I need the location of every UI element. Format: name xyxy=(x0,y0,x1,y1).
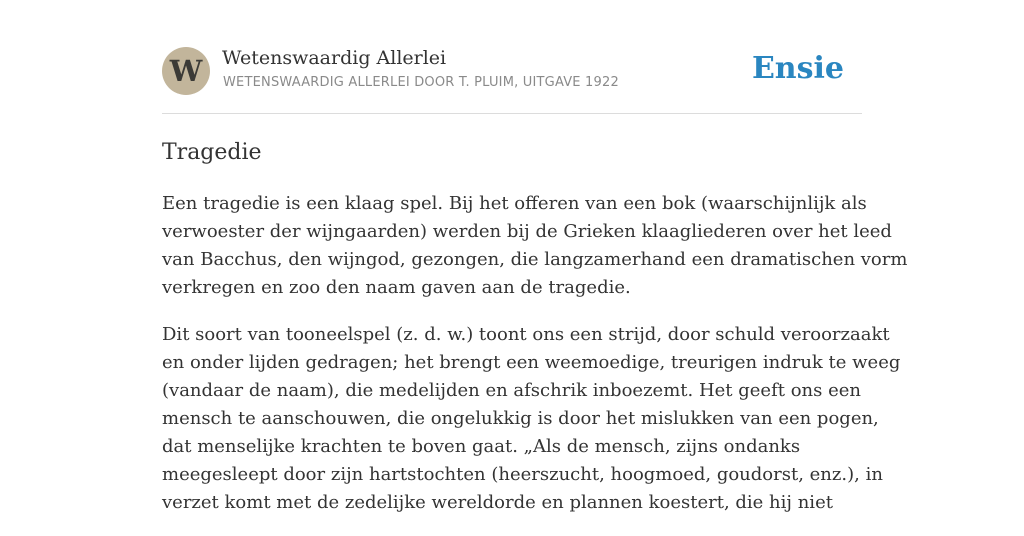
source-avatar[interactable]: W xyxy=(162,47,210,95)
entry-title: Tragedie xyxy=(162,140,262,165)
text-line: Een tragedie is een klaag spel. Bij het offeren van een bok (waarschijnlijk als xyxy=(162,193,867,214)
text-line: verkregen en zoo den naam gaven aan de tragedie. xyxy=(162,277,631,298)
source-title[interactable]: Wetenswaardig Allerlei xyxy=(222,47,447,69)
text-line: verzet komt met de zedelijke wereldorde en plannen koestert, die hij niet xyxy=(162,492,833,513)
paragraph xyxy=(162,190,908,302)
entry-page xyxy=(162,0,908,513)
text-line: meegesleept door zijn hartstochten (heerszucht, hoogmoed, goudorst, enz.), in xyxy=(162,464,883,485)
text-line: van Bacchus, den wijngod, gezongen, die langzamerhand een dramatischen vorm xyxy=(162,249,908,270)
source-subtitle: WETENSWAARDIG ALLERLEI DOOR T. PLUIM, UITGAVE 1922 xyxy=(223,75,619,90)
text-line: dat menselijke krachten te boven gaat. „Als de mensch, zijns ondanks xyxy=(162,436,801,457)
entry-body xyxy=(162,190,908,536)
text-line: Dit soort van tooneelspel (z. d. w.) toont ons een strijd, door schuld veroorzaakt xyxy=(162,324,890,345)
paragraph xyxy=(162,321,901,517)
text-line: en onder lijden gedragen; het brengt een weemoedige, treurigen indruk te weeg xyxy=(162,352,901,373)
text-line: mensch te aanschouwen, die ongelukkig is door het mislukken van een pogen, xyxy=(162,408,879,429)
text-line: verwoester der wijngaarden) werden bij de Grieken klaagliederen over het leed xyxy=(162,221,892,242)
source-header xyxy=(162,0,862,114)
text-line: (vandaar de naam), die medelijden en afschrik inboezemt. Het geeft ons een xyxy=(162,380,861,401)
ensie-logo-link[interactable]: Ensie xyxy=(751,51,844,86)
